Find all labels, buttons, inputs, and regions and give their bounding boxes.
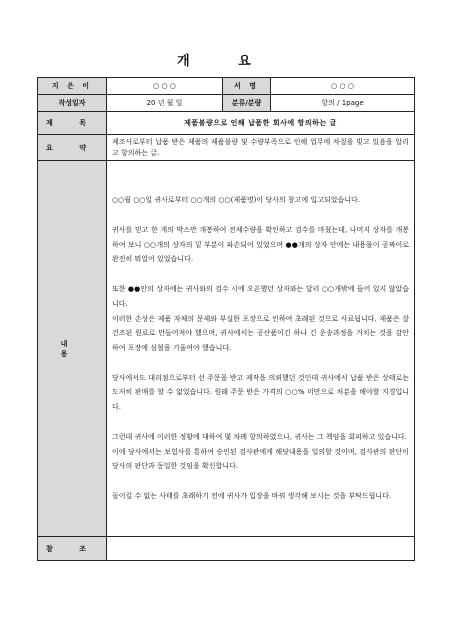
author-value: ○ ○ ○ — [107, 78, 223, 95]
content-body — [107, 161, 415, 537]
summary-value: 제조사로부터 납품 받은 제품의 제품불량 및 수량부족으로 인해 업무에 차질을 빚고 있음을 알리고 항의하는 글. — [107, 135, 415, 161]
summary-row — [38, 135, 415, 161]
content-paragraph: 그런데 귀사에 이러한 정황에 대하여 몇 차례 항의하였으나, 귀사는 그 책임을 회피하고 있습니다. — [112, 432, 407, 441]
content-paragraph: 돌이킬 수 없는 사태를 초래하기 전에 귀사가 입장을 바꿔 생각해 보시는 것을 부탁드립니다. — [112, 492, 392, 501]
category-value: 항의 / 1page — [271, 95, 415, 112]
signer-label: 서 명 — [223, 78, 271, 95]
content-paragraph: 또한 ●●안의 상자에는 귀사와의 검수 시에 오픈했던 상자와는 달리 ○○개밖에 들어 있지 않았습니다. — [112, 284, 409, 308]
author-label: 지 은 이 — [38, 78, 107, 95]
subject-label: 제 목 — [38, 112, 107, 135]
content-paragraph: 당사에서도 대리점으로부터 선 주문을 받고 제작을 의뢰했던 것인데 귀사에서 납품 받은 상태로는 도저히 판매를 할 수 없었습니다. 원래 주문 받은 가격의 ○○% 미만으로 처분을 해야할 지경입니다. — [112, 373, 409, 412]
reference-label: 참 조 — [38, 537, 107, 561]
reference-row — [38, 537, 415, 561]
date-value: 20 년 월 일 — [107, 95, 223, 112]
content-label: 내 용 — [38, 161, 107, 537]
author-row — [38, 78, 415, 95]
reference-value — [107, 537, 415, 561]
signer-value: ○ ○ ○ — [271, 78, 415, 95]
content-paragraph: 귀사를 믿고 한 개의 박스만 개봉하여 전체수량을 확인하고 검수를 마쳤는데, 나머지 상자를 개봉하여 보니 ○○개의 상자의 밑 부분이 파손되어 있었으며 ●●개의 상자 안에는 내용물이 공짜이로 완전히 뭐얼어 있었습니다. — [112, 225, 409, 264]
summary-label: 요 약 — [38, 135, 107, 161]
content-paragraphs — [112, 193, 409, 504]
date-row — [38, 95, 415, 112]
summary-form-table — [37, 77, 415, 561]
subject-value: 제품불량으로 인해 납품한 회사에 항의하는 글 — [107, 112, 415, 135]
content-paragraph: 이에 당사에서는 보험사를 통하여 승인된 검사관에게 해당내용을 일의할 것이며, 검사관의 판단이 당사의 판단과 동일한 것임을 확신합니다. — [112, 447, 409, 471]
content-row — [38, 161, 415, 537]
category-label: 분류/분량 — [223, 95, 271, 112]
document-title: 개 요 — [177, 54, 273, 69]
content-paragraph: 이러한 손상은 제품 자체의 문제와 부실한 포장으로 인하여 초래된 것으로 사료됩니다. 제품은 잘 건조된 원료로 만들어져야 했으며, 귀사에서는 공산품이긴 하나 긴 운송과정을 거치는 것을 감안하여 포장에 심혈을 기울여야 했습니다. — [112, 314, 409, 353]
content-paragraph: ○○월 ○○일 귀사로부터 ○○개의 ○○(제품명)이 당사의 창고에 입고되었습니다. — [112, 196, 360, 205]
subject-row — [38, 112, 415, 135]
date-label: 작성일자 — [38, 95, 107, 112]
